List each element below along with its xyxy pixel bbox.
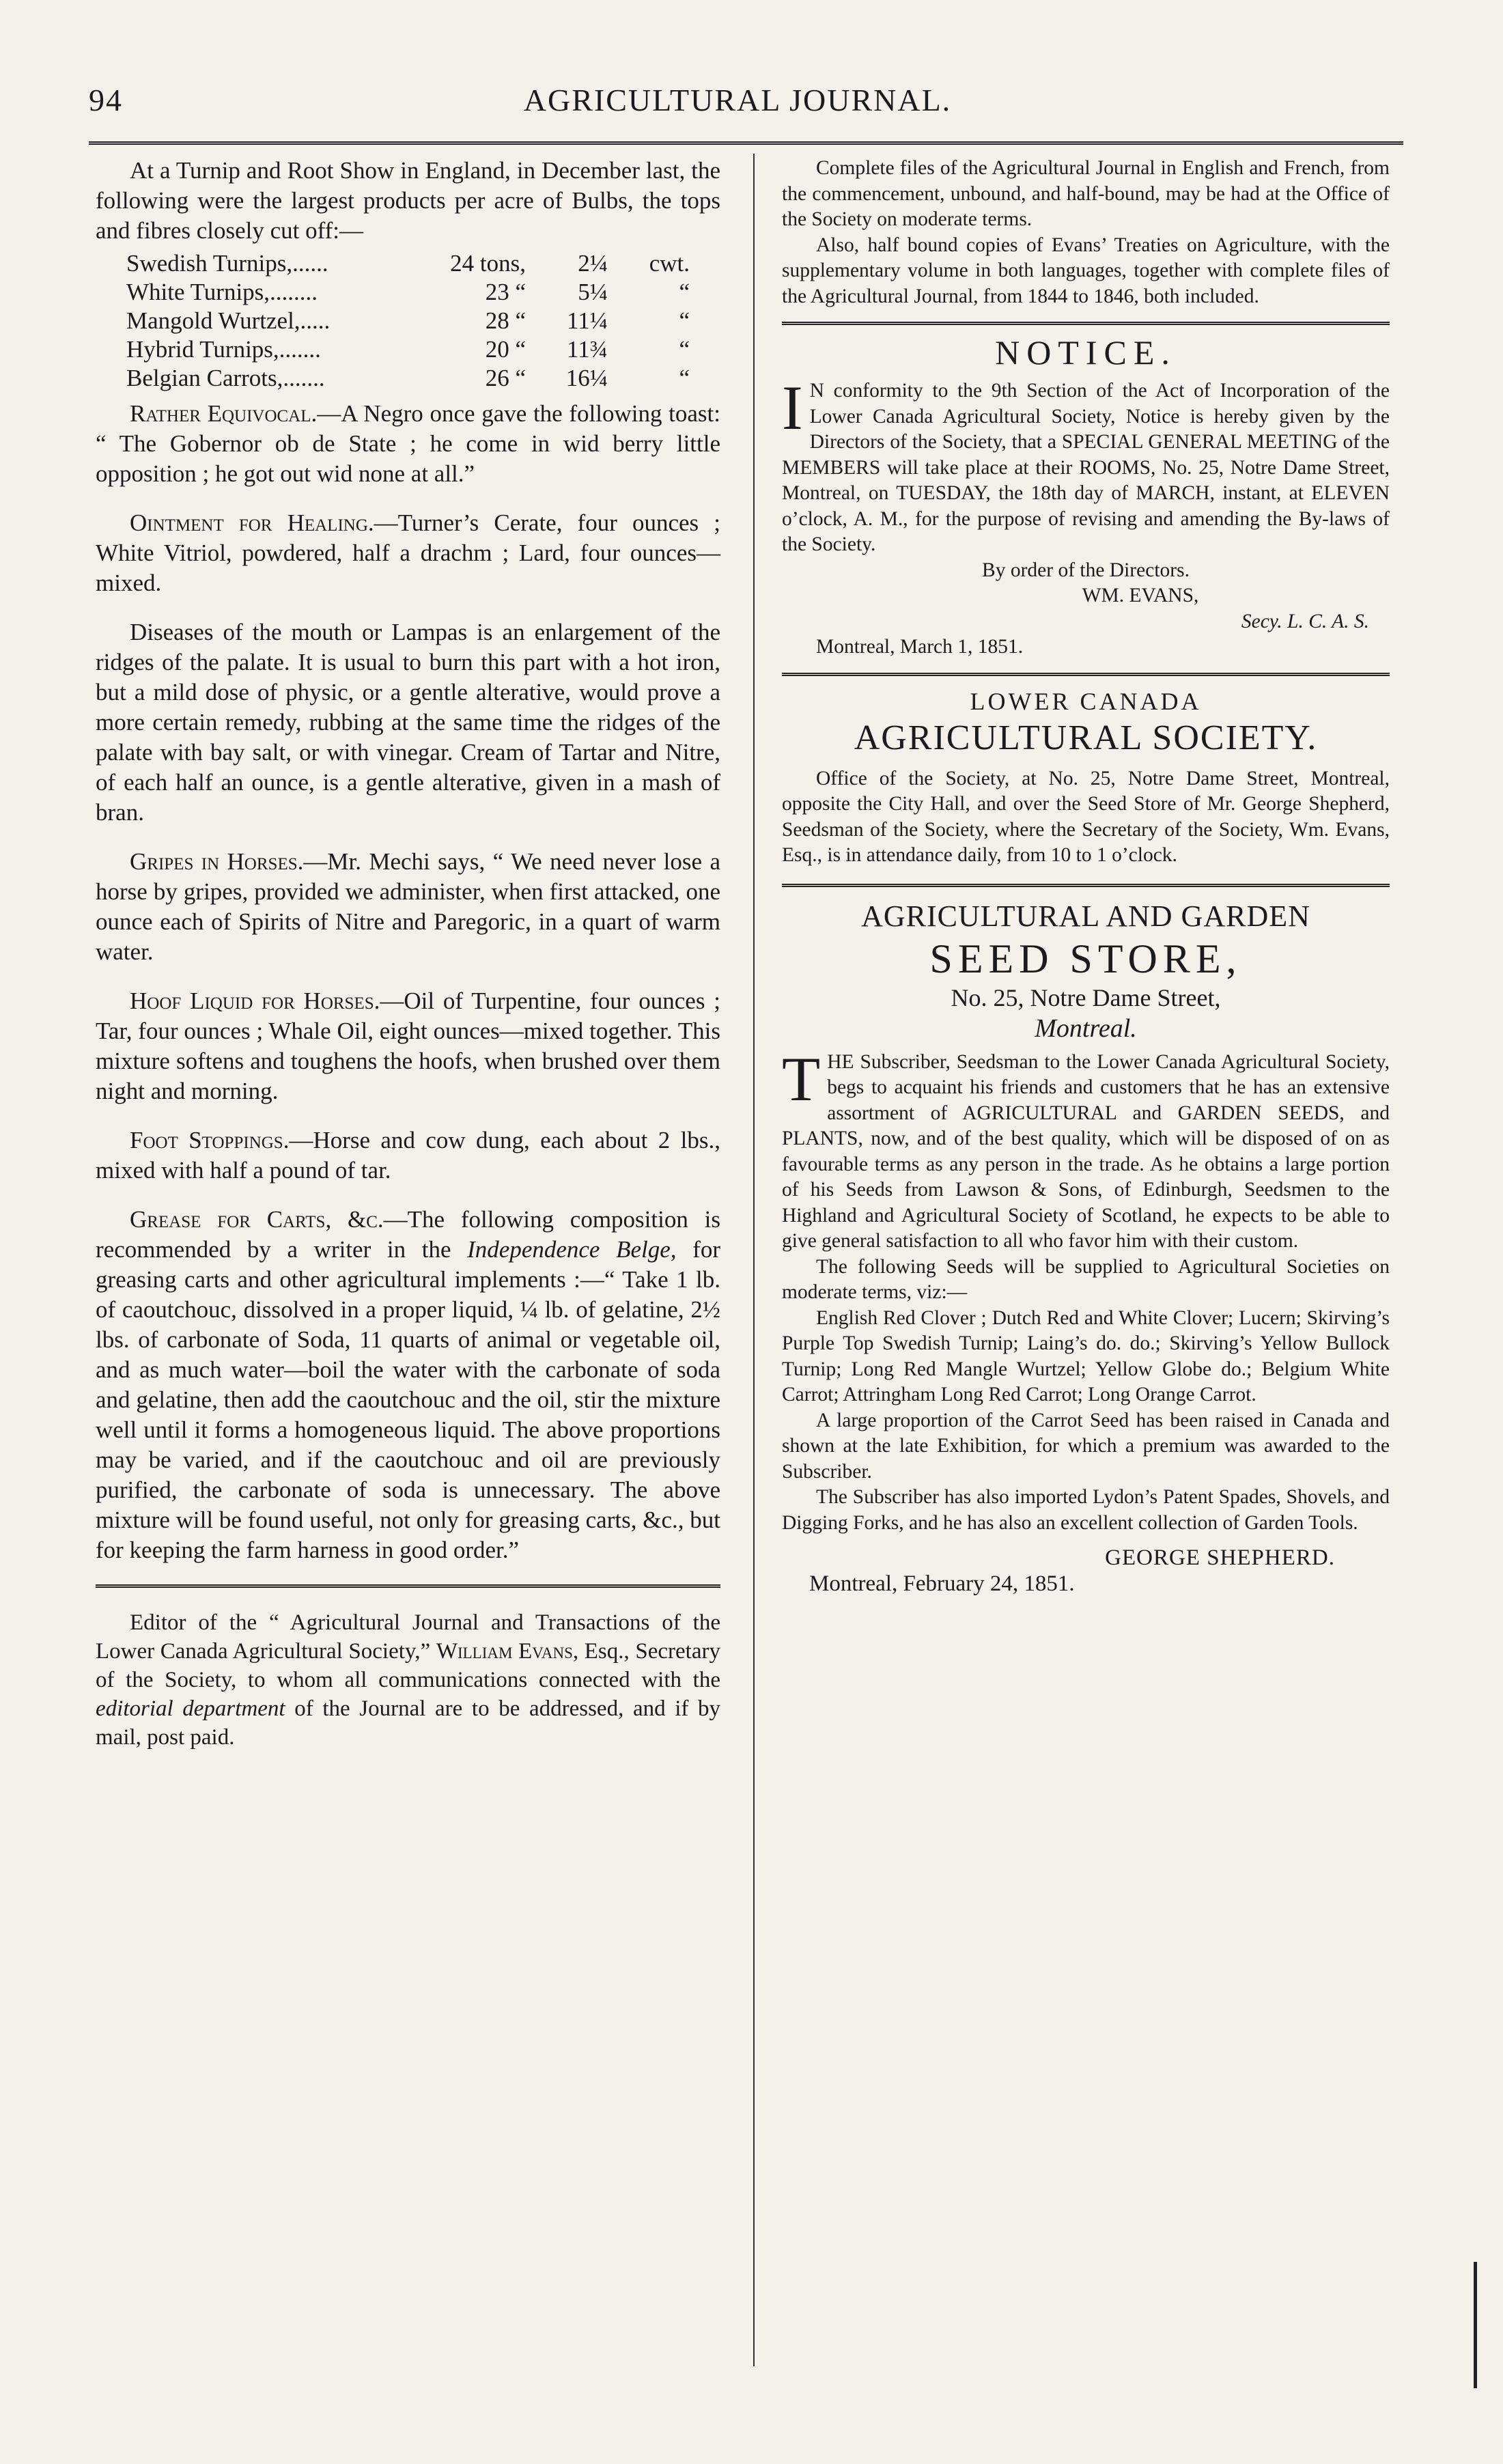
running-head: AGRICULTURAL JOURNAL. bbox=[523, 83, 952, 117]
seed-store-heading-line1: AGRICULTURAL AND GARDEN bbox=[861, 899, 1310, 933]
root-tons: 24 tons, bbox=[450, 250, 526, 277]
hoof-liquid-heading: Hoof Liquid for Horses. bbox=[130, 988, 380, 1014]
notice-paragraph bbox=[782, 373, 1390, 558]
notice-signer-title-text: Secy. L. C. A. S. bbox=[1241, 610, 1369, 632]
table-row bbox=[96, 249, 720, 277]
cart-grease-heading: Grease for Carts, &c. bbox=[130, 1206, 384, 1233]
table-row bbox=[96, 277, 720, 306]
notice-signer: WM. EVANS, bbox=[1082, 585, 1199, 606]
foot-stoppings-paragraph bbox=[96, 1125, 720, 1186]
header-rule bbox=[89, 141, 1403, 145]
table-row bbox=[96, 335, 720, 363]
root-cwt: 11¾ bbox=[567, 336, 608, 363]
seed-store-heading-line2: SEED STORE, bbox=[929, 936, 1242, 981]
table-row bbox=[96, 363, 720, 392]
root-name: Swedish Turnips,...... bbox=[126, 250, 328, 277]
page-header bbox=[89, 76, 1386, 131]
root-unit: “ bbox=[679, 279, 690, 305]
section-divider bbox=[96, 1584, 720, 1588]
section-divider bbox=[782, 322, 1390, 325]
root-tons: 20 “ bbox=[485, 336, 526, 363]
editor-name: William Evans bbox=[436, 1639, 573, 1664]
editor-notice-paragraph bbox=[96, 1608, 720, 1752]
seed-store-date: Montreal, February 24, 1851. bbox=[809, 1571, 1075, 1596]
root-unit: “ bbox=[679, 336, 690, 363]
editor-text-1: Editor of the “ Agricultural Journal and Transactions of the Lower Canada Agricultural Society,” bbox=[96, 1610, 720, 1664]
left-column bbox=[96, 156, 720, 1752]
root-unit: “ bbox=[679, 307, 690, 334]
editor-text-3: of the Journal are to be addressed, and if by mail, post paid. bbox=[96, 1696, 720, 1750]
lampas-paragraph: Diseases of the mouth or Lampas is an enlargement of the ridges of the palate. It is usual to burn this part with a hot iron, but a mild dose of physic, or a gentle alterative, would prove a more certain remedy, rubbing at the same time the ridges of the palate with bay salt, or with vinegar. Cream of Tartar and Nitre, of each half an ounce, is a gentle alterative, given in a mash of bran. bbox=[96, 619, 720, 826]
root-name: White Turnips,........ bbox=[126, 279, 318, 305]
root-yield-table bbox=[96, 249, 720, 392]
page-number: 94 bbox=[89, 83, 123, 117]
cart-grease-source: Independence Belge, bbox=[467, 1236, 677, 1263]
seed-store-paragraph bbox=[782, 1044, 1390, 1255]
root-unit: “ bbox=[679, 365, 690, 391]
root-tons: 28 “ bbox=[485, 307, 526, 334]
notice-signer-title bbox=[782, 609, 1390, 635]
gripes-paragraph bbox=[96, 847, 720, 967]
seed-store-address: No. 25, Notre Dame Street, bbox=[951, 983, 1221, 1011]
cart-grease-text-1: —The following composition is recommended by a writer in the bbox=[96, 1206, 720, 1263]
foot-stoppings-heading: Foot Stoppings. bbox=[130, 1127, 290, 1153]
foot-stoppings-text: —Horse and cow dung, each about 2 lbs., mixed with half a pound of tar. bbox=[96, 1127, 720, 1184]
notice-order: By order of the Directors. bbox=[982, 559, 1190, 581]
equivocal-text: —A Negro once gave the following toast: “ The Gobernor ob de State ; he come in wid berry little opposition ; he got out wid none at all.” bbox=[96, 400, 721, 487]
right-column bbox=[782, 156, 1390, 1597]
ointment-heading: Ointment for Healing. bbox=[130, 509, 374, 536]
society-office-paragraph: Office of the Society, at No. 25, Notre Dame Street, Montreal, opposite the City Hall, and over the Seed Store of Mr. George Shepherd, Seedsman of the Society, where the Secretary of the Society, Wm. Evans, Esq., is in attendance daily, from 10 to 1 o’clock. bbox=[782, 767, 1390, 866]
root-cwt: 16¼ bbox=[565, 365, 608, 391]
carrot-seed-paragraph: A large proportion of the Carrot Seed has been raised in Canada and shown at the late Exhibition, for which a premium was awarded to the Subscriber. bbox=[782, 1409, 1390, 1483]
seed-store-signer: GEORGE SHEPHERD. bbox=[1105, 1545, 1335, 1570]
imports-paragraph: The Subscriber has also imported Lydon’s Patent Spades, Shovels, and Digging Forks, and he has also an excellent collection of Garden Tools. bbox=[782, 1486, 1390, 1534]
seed-store-text: HE Subscriber, Seedsman to the Lower Canada Agricultural Society, begs to acquaint his friends and customers that he has an extensive assortment of AGRICULTURAL and GARDEN SEEDS, and PLANTS, now, and of the best quality, which will be disposed of on as favourable terms as any person in the trade. As he obtains a large portion of his Seeds from Lawson & Sons, of Edinburgh, Seedsmen to the Highland and Agricultural Society of Scotland, he expects to be able to give general satisfaction to all who favor him with their custom. bbox=[782, 1050, 1390, 1252]
section-divider bbox=[782, 673, 1390, 676]
notice-dropcap: I bbox=[782, 373, 803, 443]
turnip-show-paragraph: At a Turnip and Root Show in England, in December last, the following were the largest products per acre of Bulbs, the tops and fibres closely cut off:— bbox=[96, 157, 720, 244]
cart-grease-text-2: for greasing carts and other agricultural implements :—“ Take 1 lb. of caoutchouc, dissolved in a proper liquid, ¼ lb. of gelatine, 2½ lbs. of carbonate of Soda, 11 quarts of animal or vegetable oil, and as much water—boil the water with the carbonate of soda and gelatine, then add the caoutchouc and the oil, stir the mixture well until it forms a homogeneous liquid. The above proportions may be varied, and if the caoutchouc and oil are previously purified, the carbonate of soda is unnecessary. The above mixture will be found useful, not only for greasing carts, &c., but for keeping the farm harness in good order.” bbox=[96, 1236, 720, 1563]
root-cwt: 5¼ bbox=[578, 279, 608, 305]
editor-text-2: , Esq., Secretary of the Society, to whom all communications connected with the bbox=[96, 1639, 720, 1692]
seed-store-city: Montreal. bbox=[1035, 1013, 1137, 1043]
seeds-intro-paragraph: The following Seeds will be supplied to Agricultural Societies on moderate terms, viz:— bbox=[782, 1255, 1390, 1303]
cart-grease-paragraph bbox=[96, 1205, 720, 1565]
root-cwt: 11¼ bbox=[567, 307, 608, 334]
editor-department: editorial department bbox=[96, 1696, 285, 1721]
seeds-list-paragraph: English Red Clover ; Dutch Red and White Clover; Lucern; Skirving’s Purple Top Swedish Turnip; Laing’s do. do.; Skirving’s Yellow Bullock Turnip; Long Red Mangle Wurtzel; Yellow Globe do.; Belgium White Carrot; Attringham Long Red Carrot; Long Orange Carrot. bbox=[782, 1306, 1390, 1405]
column-rule bbox=[753, 154, 755, 2366]
gripes-text: —Mr. Mechi says, “ We need never lose a horse by gripes, provided we administer, when first attacked, one ounce each of Spirits of Nitre and Paregoric, in a quart of warm water. bbox=[96, 848, 720, 965]
root-name: Hybrid Turnips,....... bbox=[126, 336, 321, 363]
root-name: Mangold Wurtzel,..... bbox=[126, 307, 331, 334]
society-heading-line2: AGRICULTURAL SOCIETY. bbox=[854, 718, 1318, 757]
notice-date: Montreal, March 1, 1851. bbox=[816, 636, 1024, 658]
root-tons: 26 “ bbox=[485, 365, 526, 391]
root-name: Belgian Carrots,....... bbox=[126, 365, 325, 391]
hoof-liquid-paragraph bbox=[96, 986, 720, 1106]
gripes-heading: Gripes in Horses. bbox=[130, 848, 304, 875]
ointment-text: —Turner’s Cerate, four ounces ; White Vitriol, powdered, half a drachm ; Lard, four ounces—mixed. bbox=[96, 509, 720, 596]
section-divider bbox=[782, 884, 1390, 887]
ointment-paragraph bbox=[96, 508, 720, 598]
edge-mark bbox=[1474, 2262, 1477, 2388]
notice-title: NOTICE. bbox=[995, 333, 1177, 372]
table-row bbox=[96, 306, 720, 335]
root-cwt: 2¼ bbox=[578, 250, 608, 277]
society-heading-line1: LOWER CANADA bbox=[970, 687, 1202, 715]
root-unit: cwt. bbox=[649, 250, 690, 277]
hoof-liquid-text: —Oil of Turpentine, four ounces ; Tar, four ounces ; Whale Oil, eight ounces—mixed together. This mixture softens and toughens the hoofs, when brushed over them night and morning. bbox=[96, 988, 720, 1104]
files-paragraph: Complete files of the Agricultural Journal in English and French, from the commencement, unbound, and half-bound, may be had at the Office of the Society on moderate terms. bbox=[782, 157, 1390, 230]
seed-store-dropcap: T bbox=[782, 1044, 821, 1114]
notice-text: N conformity to the 9th Section of the Act of Incorporation of the Lower Canada Agricultural Society, Notice is hereby given by the Directors of the Society, that a SPECIAL GENERAL MEETING of the MEMBERS will take place at their ROOMS, No. 25, Notre Dame Street, Montreal, on TUESDAY, the 18th day of MARCH, instant, at ELEVEN o’clock, A. M., for the purpose of revising and amending the By-laws of the Society. bbox=[782, 380, 1390, 555]
root-tons: 23 “ bbox=[485, 279, 526, 305]
equivocal-heading: Rather Equivocal. bbox=[130, 400, 318, 427]
equivocal-paragraph bbox=[96, 399, 720, 489]
treaties-paragraph: Also, half bound copies of Evans’ Treaties on Agriculture, with the supplementary volume in both languages, together with complete files of the Agricultural Journal, from 1844 to 1846, both included. bbox=[782, 234, 1390, 307]
